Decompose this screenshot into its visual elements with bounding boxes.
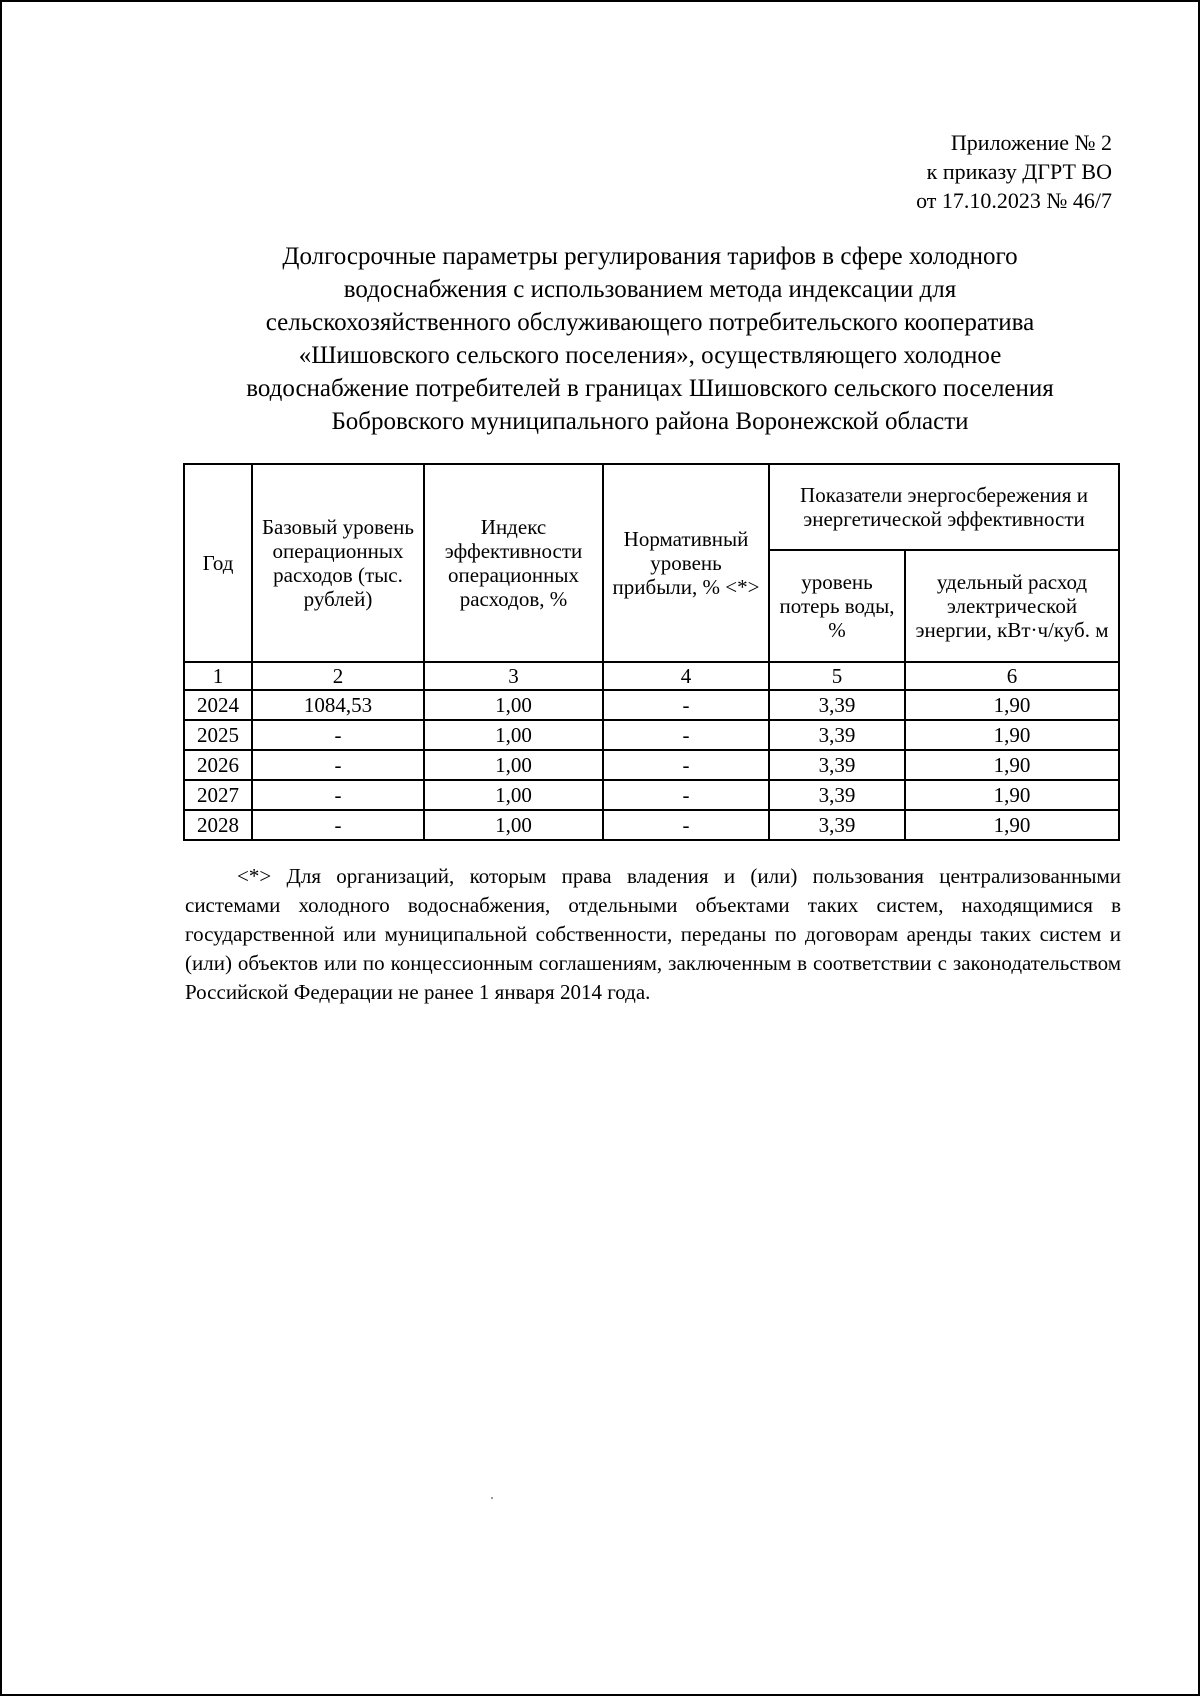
header-water-loss: уровень потерь воды, %	[769, 550, 905, 662]
cell-loss: 3,39	[769, 810, 905, 840]
cell-profit: -	[603, 720, 769, 750]
cell-base: -	[252, 810, 424, 840]
cell-loss: 3,39	[769, 690, 905, 720]
cell-year: 2027	[184, 780, 252, 810]
title-line-6: Бобровского муниципального района Воронежской области	[331, 408, 969, 435]
table-row	[184, 750, 1119, 780]
column-number: 3	[424, 662, 603, 690]
cell-loss: 3,39	[769, 780, 905, 810]
cell-year: 2026	[184, 750, 252, 780]
cell-index: 1,00	[424, 690, 603, 720]
parameters-table	[183, 463, 1120, 841]
cell-base: -	[252, 750, 424, 780]
cell-profit: -	[603, 780, 769, 810]
column-number: 1	[184, 662, 252, 690]
appendix-reference	[916, 128, 1112, 215]
cell-profit: -	[603, 810, 769, 840]
cell-energy: 1,90	[905, 780, 1119, 810]
appendix-line-1: Приложение № 2	[950, 130, 1112, 155]
cell-energy: 1,90	[905, 690, 1119, 720]
cell-energy: 1,90	[905, 810, 1119, 840]
cell-loss: 3,39	[769, 720, 905, 750]
title-line-1: Долгосрочные параметры регулирования тарифов в сфере холодного	[282, 243, 1018, 270]
cell-profit: -	[603, 690, 769, 720]
cell-index: 1,00	[424, 780, 603, 810]
header-efficiency-index: Индекс эффективности операционных расходов, %	[424, 464, 603, 662]
cell-loss: 3,39	[769, 750, 905, 780]
cell-year: 2025	[184, 720, 252, 750]
cell-base: -	[252, 720, 424, 750]
column-number: 5	[769, 662, 905, 690]
cell-energy: 1,90	[905, 750, 1119, 780]
table-row	[184, 780, 1119, 810]
cell-index: 1,00	[424, 810, 603, 840]
footnote: <*> Для организаций, которым права владения и (или) пользования централизованными системами холодного водоснабжения, отдельными объектами таких систем, находящимися в государственной или муниципальной собственности, переданы по договорам аренды таких систем и (или) объектов или по концессионным соглашениям, заключенным в соответствии с законодательством Российской Федерации не ранее 1 января 2014 года.	[185, 864, 1121, 1004]
cell-index: 1,00	[424, 720, 603, 750]
appendix-line-2: к приказу ДГРТ ВО	[926, 159, 1112, 184]
appendix-line-3: от 17.10.2023 № 46/7	[916, 188, 1112, 213]
table-row	[184, 810, 1119, 840]
title-line-5: водоснабжение потребителей в границах Шишовского сельского поселения	[246, 375, 1054, 402]
title-line-4: «Шишовского сельского поселения», осуществляющего холодное	[298, 342, 1002, 369]
column-number-row	[184, 662, 1119, 690]
cell-energy: 1,90	[905, 720, 1119, 750]
cell-year: 2028	[184, 810, 252, 840]
cell-index: 1,00	[424, 750, 603, 780]
column-number: 2	[252, 662, 424, 690]
header-profit-level: Нормативный уровень прибыли, % <*>	[603, 464, 769, 662]
table-row	[184, 690, 1119, 720]
cell-base: 1084,53	[252, 690, 424, 720]
header-year: Год	[184, 464, 252, 662]
document-title	[180, 240, 1120, 438]
cell-base: -	[252, 780, 424, 810]
scan-artifact	[491, 1497, 493, 1499]
header-electricity: удельный расход электрической энергии, кВт·ч/куб. м	[905, 550, 1119, 662]
cell-year: 2024	[184, 690, 252, 720]
header-base-level: Базовый уровень операционных расходов (тыс. рублей)	[252, 464, 424, 662]
table-row	[184, 720, 1119, 750]
cell-profit: -	[603, 750, 769, 780]
header-energy-group: Показатели энергосбережения и энергетической эффективности	[769, 464, 1119, 550]
column-number: 6	[905, 662, 1119, 690]
column-number: 4	[603, 662, 769, 690]
title-line-3: сельскохозяйственного обслуживающего потребительского кооператива	[265, 309, 1035, 336]
title-line-2: водоснабжения с использованием метода индексации для	[343, 276, 957, 303]
